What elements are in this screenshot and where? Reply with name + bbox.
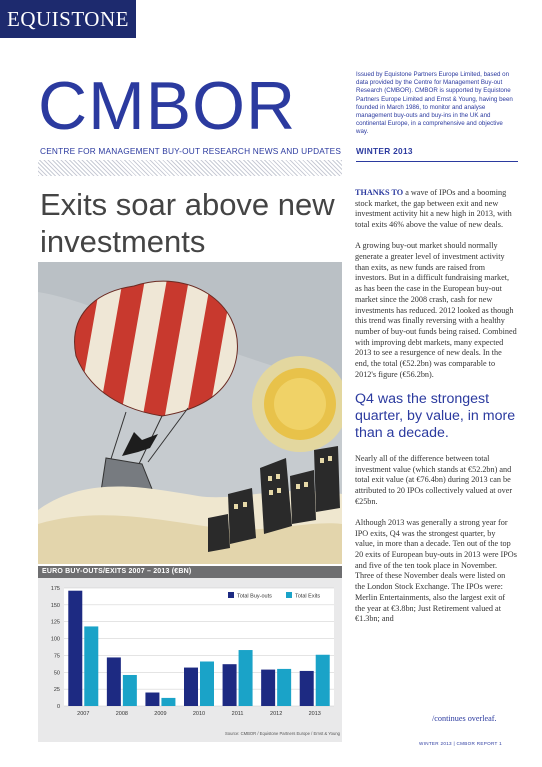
bar-buyouts [223, 664, 237, 706]
x-tick-label: 2009 [154, 711, 167, 717]
lead-paragraph [355, 188, 517, 231]
legend-label: Total Buy-outs [237, 593, 272, 600]
pull-quote: Q4 was the strongest quarter, by value, in more than a decade. [355, 390, 516, 441]
x-tick-label: 2008 [115, 711, 128, 717]
bar-exits [84, 626, 98, 706]
bar-buyouts [184, 668, 198, 706]
bar-exits [123, 675, 137, 706]
x-tick-label: 2011 [231, 711, 244, 717]
balloon-illustration [38, 262, 342, 564]
chart-title: EURO BUY-OUTS/EXITS 2007 – 2013 (€BN) [38, 566, 342, 578]
article-column [355, 188, 517, 636]
bar-buyouts [68, 591, 82, 706]
bar-exits [200, 661, 214, 706]
bar-exits [277, 669, 291, 706]
masthead-title: CMBOR [38, 68, 297, 144]
legend-swatch [228, 592, 234, 598]
bar-exits [316, 655, 330, 706]
y-tick-label: 0 [56, 704, 60, 710]
issued-by-note: Issued by Equistone Partners Europe Limited, based on data provided by the Centre for Management Buy-out Research (CMBOR). CMBOR is supported by Equistone Partners Europe Limited and Ernst & Young, having been founded in March 1986, to monitor and analyse management buy-outs and buy-ins in the UK and continental Europe, in a comprehensive and objective way. [356, 71, 513, 136]
paragraph-2: Nearly all of the difference between total investment value (which stands at €52.2bn) and total exit value (at €76.4bn) during 2013 can be attributed to 20 IPOs collectively valued at over €25bn. [355, 453, 513, 506]
hatched-divider [38, 160, 342, 176]
legend-swatch [286, 592, 292, 598]
lead-caps: THANKS TO [355, 188, 404, 197]
y-tick-label: 25 [53, 687, 60, 694]
bar-buyouts [107, 657, 121, 706]
column-divider [356, 161, 518, 162]
paragraph-1: A growing buy-out market should normally generate a greater level of investment activity than exits, as new funds are raised from investors. But in a difficult fundraising market, as has been the case in the European buy-out market since the 2008 crash, cash for new investments has reduced. 2012 looked as though this trend was finally reversing with a healthy number of buy-out funds being raised. Combined with improving debt markets, many expected 2013 to see a resurgence of new deals. In the end, the total (€52.2bn) was comparable to 2012's figure (€56.2bn). [355, 241, 517, 379]
bar-chart [38, 578, 342, 728]
x-tick-label: 2012 [270, 711, 283, 717]
bar-exits [161, 698, 175, 706]
bar-buyouts [261, 670, 275, 706]
bar-buyouts [145, 693, 159, 706]
chart-source: Source: CMBOR / Equistone Partners Europe / Ernst & Young [225, 731, 340, 736]
y-tick-label: 150 [50, 602, 60, 609]
y-tick-label: 175 [50, 586, 60, 592]
bar-buyouts [300, 671, 314, 706]
page-headline: Exits soar above new investments [40, 187, 335, 259]
x-tick-label: 2007 [77, 711, 90, 717]
paragraph-3: Although 2013 was generally a strong year for IPO exits, Q4 was the strongest quarter, by value, in more than a decade. Ten out of the top 20 exits of European buy-outs in 2013 were IPOs and five of the ten took place in November. Three of these November deals were listed on the London Stock Exchange. The IPOs were: Merlin Entertainments, also the largest exit of the year at €3.8bn; Just Retirement valued at €1.3bn; and [355, 517, 517, 624]
x-tick-label: 2010 [192, 711, 206, 717]
lead-text: a wave of IPOs and a booming stock market, the gap between exit and new investment activity hit a new high in 2013, with total exits 46% above the value of new deals. [355, 188, 512, 230]
y-tick-label: 125 [50, 619, 60, 626]
y-tick-label: 75 [53, 653, 60, 660]
legend-label: Total Exits [295, 593, 321, 600]
equistone-logo: EQUISTONE [0, 0, 136, 38]
issue-season: WINTER 2013 [356, 146, 413, 156]
continues-overleaf: /continues overleaf. [432, 714, 497, 723]
x-tick-label: 2013 [308, 711, 321, 717]
bar-exits [239, 650, 253, 706]
y-tick-label: 50 [53, 670, 60, 677]
y-tick-label: 100 [50, 636, 60, 643]
plot-area [64, 588, 334, 706]
page-footer: WINTER 2013 | CMBOR REPORT 1 [419, 741, 502, 746]
masthead-subline: CENTRE FOR MANAGEMENT BUY-OUT RESEARCH NEWS AND UPDATES [40, 146, 342, 156]
